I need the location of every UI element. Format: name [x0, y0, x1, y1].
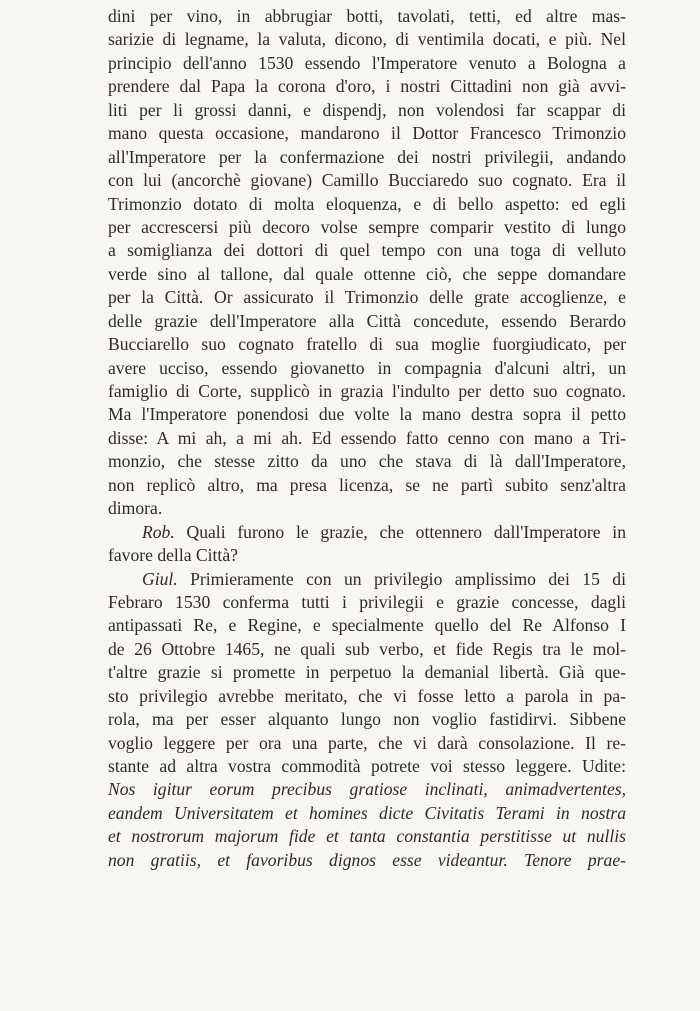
- latin-quote-line: eandem Universitatem et homines dicte Civitatis Terami in nostra: [108, 802, 626, 823]
- latin-quote-line: non gratiis, et favoribus dignos esse videantur. Tenore prae-: [108, 849, 626, 870]
- text-line: Bucciarello suo cognato fratello di sua moglie fuorgiudicato, per: [108, 334, 626, 355]
- text-line: de 26 Ottobre 1465, ne quali sub verbo, et fide Regis tra le mol-: [108, 638, 626, 659]
- text-line: famiglio di Corte, supplicò in grazia l'indulto per detto suo cognato.: [108, 381, 626, 401]
- text-line: Ma l'Imperatore ponendosi due volte la mano destra sopra il petto: [108, 404, 626, 425]
- text-line: prendere dal Papa la corona d'oro, i nostri Cittadini non già avvi-: [108, 76, 626, 97]
- text-line: mano questa occasione, mandarono il Dottor Francesco Trimonzio: [108, 123, 626, 144]
- text-line: per la Città. Or assicurato il Trimonzio delle grate accoglienze, e: [108, 287, 626, 308]
- text-line: stante ad altra vostra commodità potrete voi stesso leggere. Udite:: [108, 756, 626, 776]
- speaker-label: Giul.: [142, 568, 178, 589]
- text-line: Trimonzio dotato di molta eloquenza, e di bello aspetto: ed egli: [108, 193, 626, 214]
- text-line: con lui (ancorchè giovane) Camillo Bucciaredo suo cognato. Era il: [108, 170, 626, 191]
- text-line: all'Imperatore per la confermazione dei nostri privilegii, andando: [108, 146, 626, 167]
- text-line: sto privilegio avrebbe meritato, che vi fosse letto a parola in pa-: [108, 685, 626, 706]
- text-line: a somiglianza dei dottori di quel tempo con una toga di velluto: [108, 240, 626, 261]
- text-line: dini per vino, in abbrugiar botti, tavolati, tetti, ed altre mas-: [108, 6, 626, 26]
- text-line: Febraro 1530 conferma tutti i privilegii e grazie concesse, dagli: [108, 591, 626, 612]
- text-line: sarizie di legname, la valuta, dicono, di ventimila docati, e più. Nel: [108, 29, 626, 50]
- dialogue-line: [108, 568, 626, 591]
- text-line: voglio leggere per ora una parte, che vi darà consolazione. Il re-: [108, 732, 626, 753]
- text-line: non replicò altro, ma presa licenza, se ne partì subito senz'altra: [108, 474, 626, 495]
- text-line: monzio, che stesse zitto da uno che stava di là dall'Imperatore,: [108, 451, 626, 472]
- text-line: disse: A mi ah, a mi ah. Ed essendo fatto cenno con mano a Tri-: [108, 427, 626, 448]
- latin-quote-line: et nostrorum majorum fide et tanta constantia perstitisse ut nullis: [108, 826, 626, 847]
- text-line: verde sino al tallone, dal quale ottenne ciò, che seppe domandare: [108, 263, 626, 284]
- speaker-label: Rob.: [142, 521, 175, 542]
- dialogue-text: Primieramente con un privilegio amplissimo dei 15 di: [177, 568, 626, 589]
- text-line: per accrescersi più decoro volse sempre comparir vestito di lungo: [108, 216, 626, 237]
- text-line: liti per li grossi danni, e dispendj, non volendosi far scappar di: [108, 99, 626, 120]
- text-line: delle grazie dell'Imperatore alla Città concedute, essendo Berardo: [108, 310, 626, 331]
- text-line: avere ucciso, essendo giovanetto in compagnia d'alcuni altri, un: [108, 357, 626, 378]
- text-line: antipassati Re, e Regine, e specialmente quello del Re Alfonso I: [108, 615, 626, 636]
- text-line: favore della Città?: [108, 545, 238, 566]
- text-line: principio dell'anno 1530 essendo l'Imperatore venuto a Bologna a: [108, 52, 626, 73]
- text-line: rola, ma per esser alquanto lungo non voglio fastidirvi. Sibbene: [108, 709, 626, 730]
- text-line: t'altre grazie si promette in perpetuo la demanial libertà. Già que-: [108, 662, 626, 683]
- text-line: dimora.: [108, 498, 163, 519]
- dialogue-line: [108, 521, 626, 544]
- latin-quote-line: Nos igitur eorum precibus gratiose inclinati, animadvertentes,: [108, 779, 626, 800]
- body-text: [108, 5, 626, 872]
- dialogue-text: Quali furono le grazie, che ottennero dall'Imperatore in: [174, 521, 626, 542]
